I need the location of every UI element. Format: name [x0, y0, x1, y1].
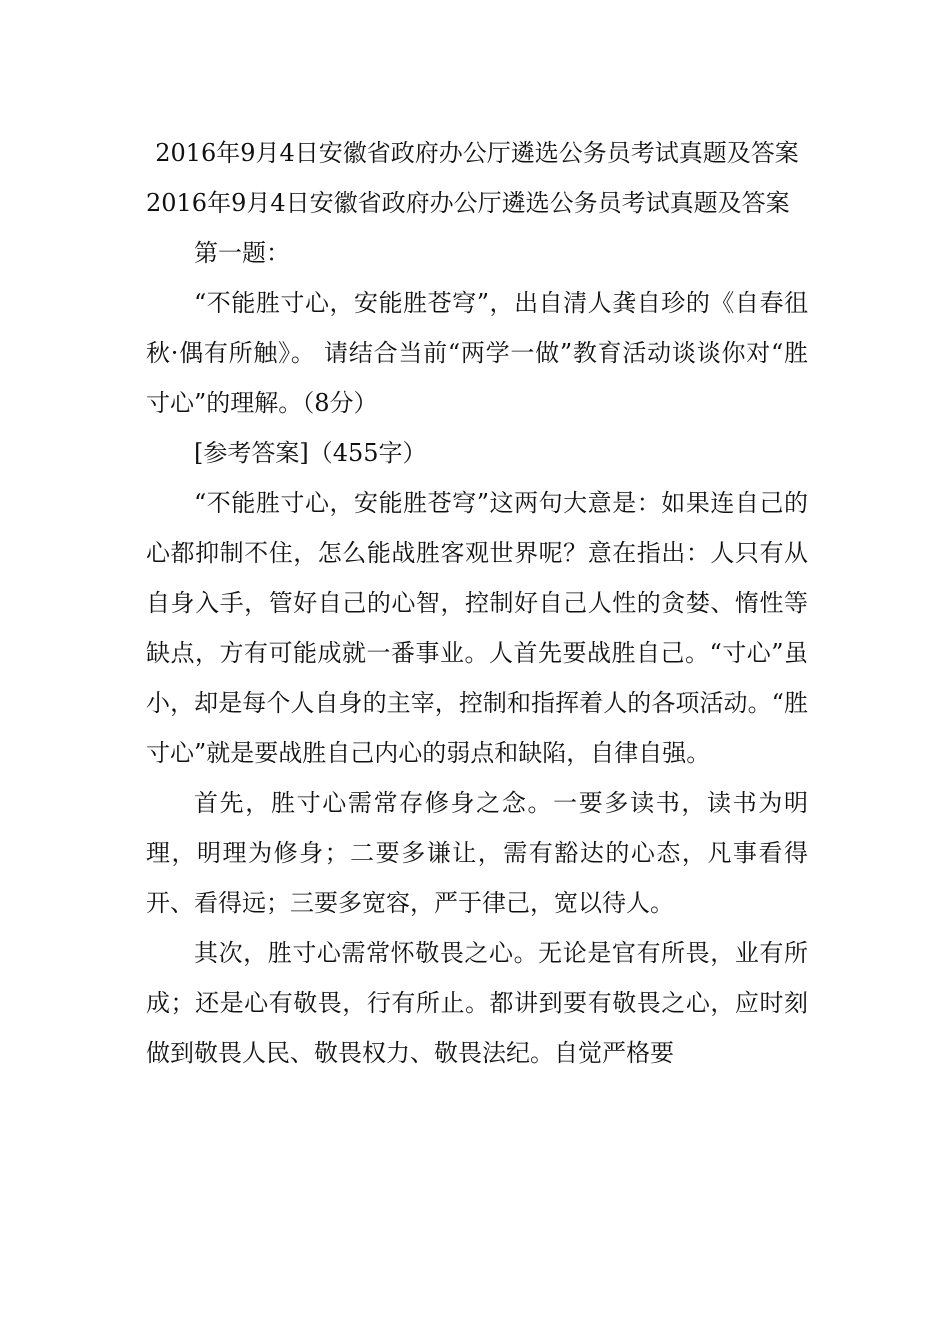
document-subtitle: 2016年9月4日安徽省政府办公厅遴选公务员考试真题及答案 [146, 189, 790, 217]
document-title: 2016年9月4日安徽省政府办公厅遴选公务员考试真题及答案 [155, 139, 799, 167]
answer-paragraph: 首先，胜寸心需常存修身之念。一要多读书，读书为明理，明理为修身；二要多谦让，需有豁达的心态，凡事看得开、看得远；三要多宽容，严于律己，宽以待人。 [146, 789, 808, 917]
document-body [146, 128, 808, 1078]
question-heading: 第一题： [194, 239, 290, 267]
question-text: “不能胜寸心，安能胜苍穹”，出自清人龚自珍的《自春徂秋·偶有所触》。 请结合当前“两学一做”教育活动谈谈你对“胜寸心”的理解。（8分） [146, 289, 808, 417]
answer-paragraph: 其次，胜寸心需常怀敬畏之心。无论是官有所畏，业有所成；还是心有敬畏，行有所止。都讲到要有敬畏之心，应时刻做到敬畏人民、敬畏权力、敬畏法纪。自觉严格要 [146, 939, 808, 1067]
answer-paragraph: “不能胜寸心，安能胜苍穹”这两句大意是：如果连自己的心都抑制不住，怎么能战胜客观世界呢？意在指出：人只有从自身入手，管好自己的心智，控制好自己人性的贪婪、惰性等缺点，方有可能成就一番事业。人首先要战胜自己。“寸心”虽小，却是每个人自身的主宰，控制和指挥着人的各项活动。“胜寸心”就是要战胜自己内心的弱点和缺陷，自律自强。 [146, 489, 808, 767]
answer-heading: [参考答案]（455字） [194, 439, 427, 467]
